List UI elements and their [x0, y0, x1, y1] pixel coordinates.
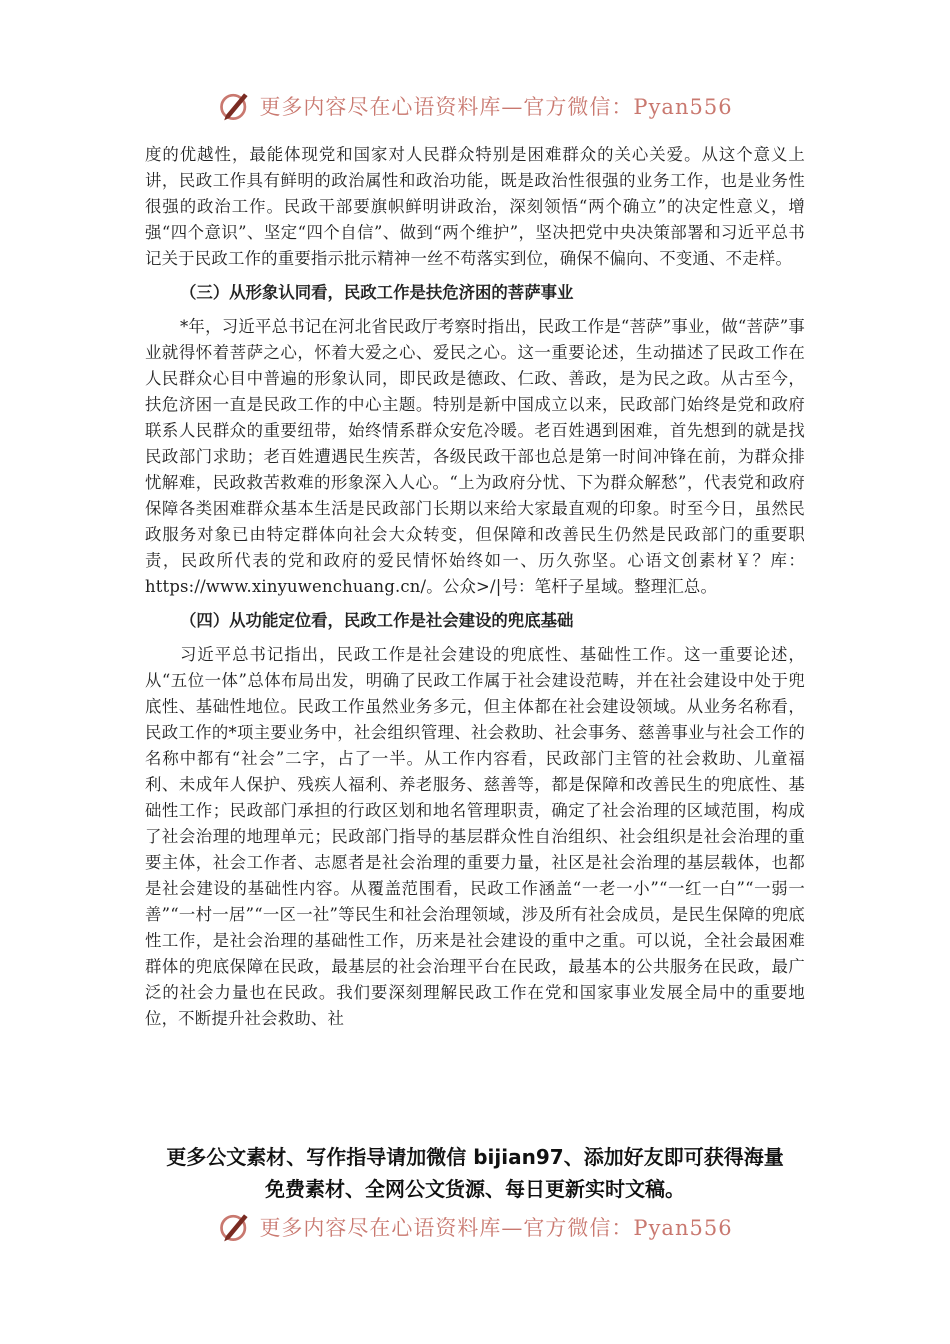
pen-circle-logo-icon: [217, 1209, 253, 1245]
section-heading-3: （三）从形象认同看，民政工作是扶危济困的菩萨事业: [180, 283, 574, 302]
promo-banner: [110, 1141, 840, 1205]
promo-line-1: 更多公文素材、写作指导请加微信 bijian97、添加好友即可获得海量: [166, 1145, 784, 1169]
paragraph-1: 度的优越性，最能体现党和国家对人民群众特别是困难群众的关心关爱。从这个意义上讲，民政工作具有鲜明的政治属性和政治功能，既是政治性很强的业务工作，也是业务性很强的政治工作。民政干部要旗帜鲜明讲政治，深刻领悟“两个确立”的决定性意义，增强“四个意识”、坚定“四个自信”、做到“两个维护”，坚决把党中央决策部署和习近平总书记关于民政工作的重要指示批示精神一丝不苟落实到位，确保不偏向、不变通、不走样。: [145, 145, 805, 268]
document-body: [145, 142, 805, 1032]
pen-circle-logo-icon: [217, 88, 253, 124]
promo-line-2: 免费素材、全网公文货源、每日更新实时文稿。: [265, 1177, 685, 1201]
paragraph-2: *年，习近平总书记在河北省民政厅考察时指出，民政工作是“菩萨”事业，做“菩萨”事业就得怀着菩萨之心，怀着大爱之心、爱民之心。这一重要论述，生动描述了民政工作在人民群众心目中普遍的形象认同，即民政是德政、仁政、善政，是为民之政。从古至今，扶危济困一直是民政工作的中心主题。特别是新中国成立以来，民政部门始终是党和政府联系人民群众的重要纽带，始终情系群众安危冷暖。老百姓遇到困难，首先想到的就是找民政部门求助；老百姓遭遇民生疾苦，各级民政干部也总是第一时间冲锋在前，为群众排忧解难，民政救苦救难的形象深入人心。“上为政府分忧、下为群众解愁”，代表党和政府保障各类困难群众基本生活是民政部门长期以来给大家最直观的印象。时至今日，虽然民政服务对象已由特定群体向社会大众转变，但保障和改善民生仍然是民政部门的重要职责，民政所代表的党和政府的爱民情怀始终如一、历久弥坚。心语文创素材￥？库：https://www.xinyuwenchuang.cn/。公众>/|号：笔杆子星域。整理汇总。: [145, 317, 805, 596]
paragraph-3: 习近平总书记指出，民政工作是社会建设的兜底性、基础性工作。这一重要论述，从“五位一体”总体布局出发，明确了民政工作属于社会建设范畴，并在社会建设中处于兜底性、基础性地位。民政工作虽然业务多元，但主体都在社会建设领域。从业务名称看，民政工作的*项主要业务中，社会组织管理、社会救助、社会事务、慈善事业与社会工作的名称中都有“社会”二字，占了一半。从工作内容看，民政部门主管的社会救助、儿童福利、未成年人保护、残疾人福利、养老服务、慈善等，都是保障和改善民生的兜底性、基础性工作；民政部门承担的行政区划和地名管理职责，确定了社会治理的区域范围，构成了社会治理的地理单元；民政部门指导的基层群众性自治组织、社会组织是社会治理的重要主体，社会工作者、志愿者是社会治理的重要力量，社区是社会治理的基层载体，也都是社会建设的基础性内容。从覆盖范围看，民政工作涵盖“一老一小”“一红一白”“一弱一善”“一村一居”“一区一社”等民生和社会治理领域，涉及所有社会成员，是民生保障的兜底性工作，是社会治理的基础性工作，历来是社会建设的重中之重。可以说，全社会最困难群体的兜底保障在民政，最基层的社会治理平台在民政，最基本的公共服务在民政，最广泛的社会力量也在民政。我们要深刻理解民政工作在党和国家事业发展全局中的重要地位，不断提升社会救助、社: [145, 645, 805, 1028]
section-heading-4: （四）从功能定位看，民政工作是社会建设的兜底基础: [180, 611, 574, 630]
watermark-text: 更多内容尽在心语资料库—官方微信：Pyan556: [259, 1216, 733, 1240]
footer-watermark: [0, 1207, 950, 1247]
header-watermark: [0, 86, 950, 126]
watermark-text: 更多内容尽在心语资料库—官方微信：Pyan556: [259, 95, 733, 119]
